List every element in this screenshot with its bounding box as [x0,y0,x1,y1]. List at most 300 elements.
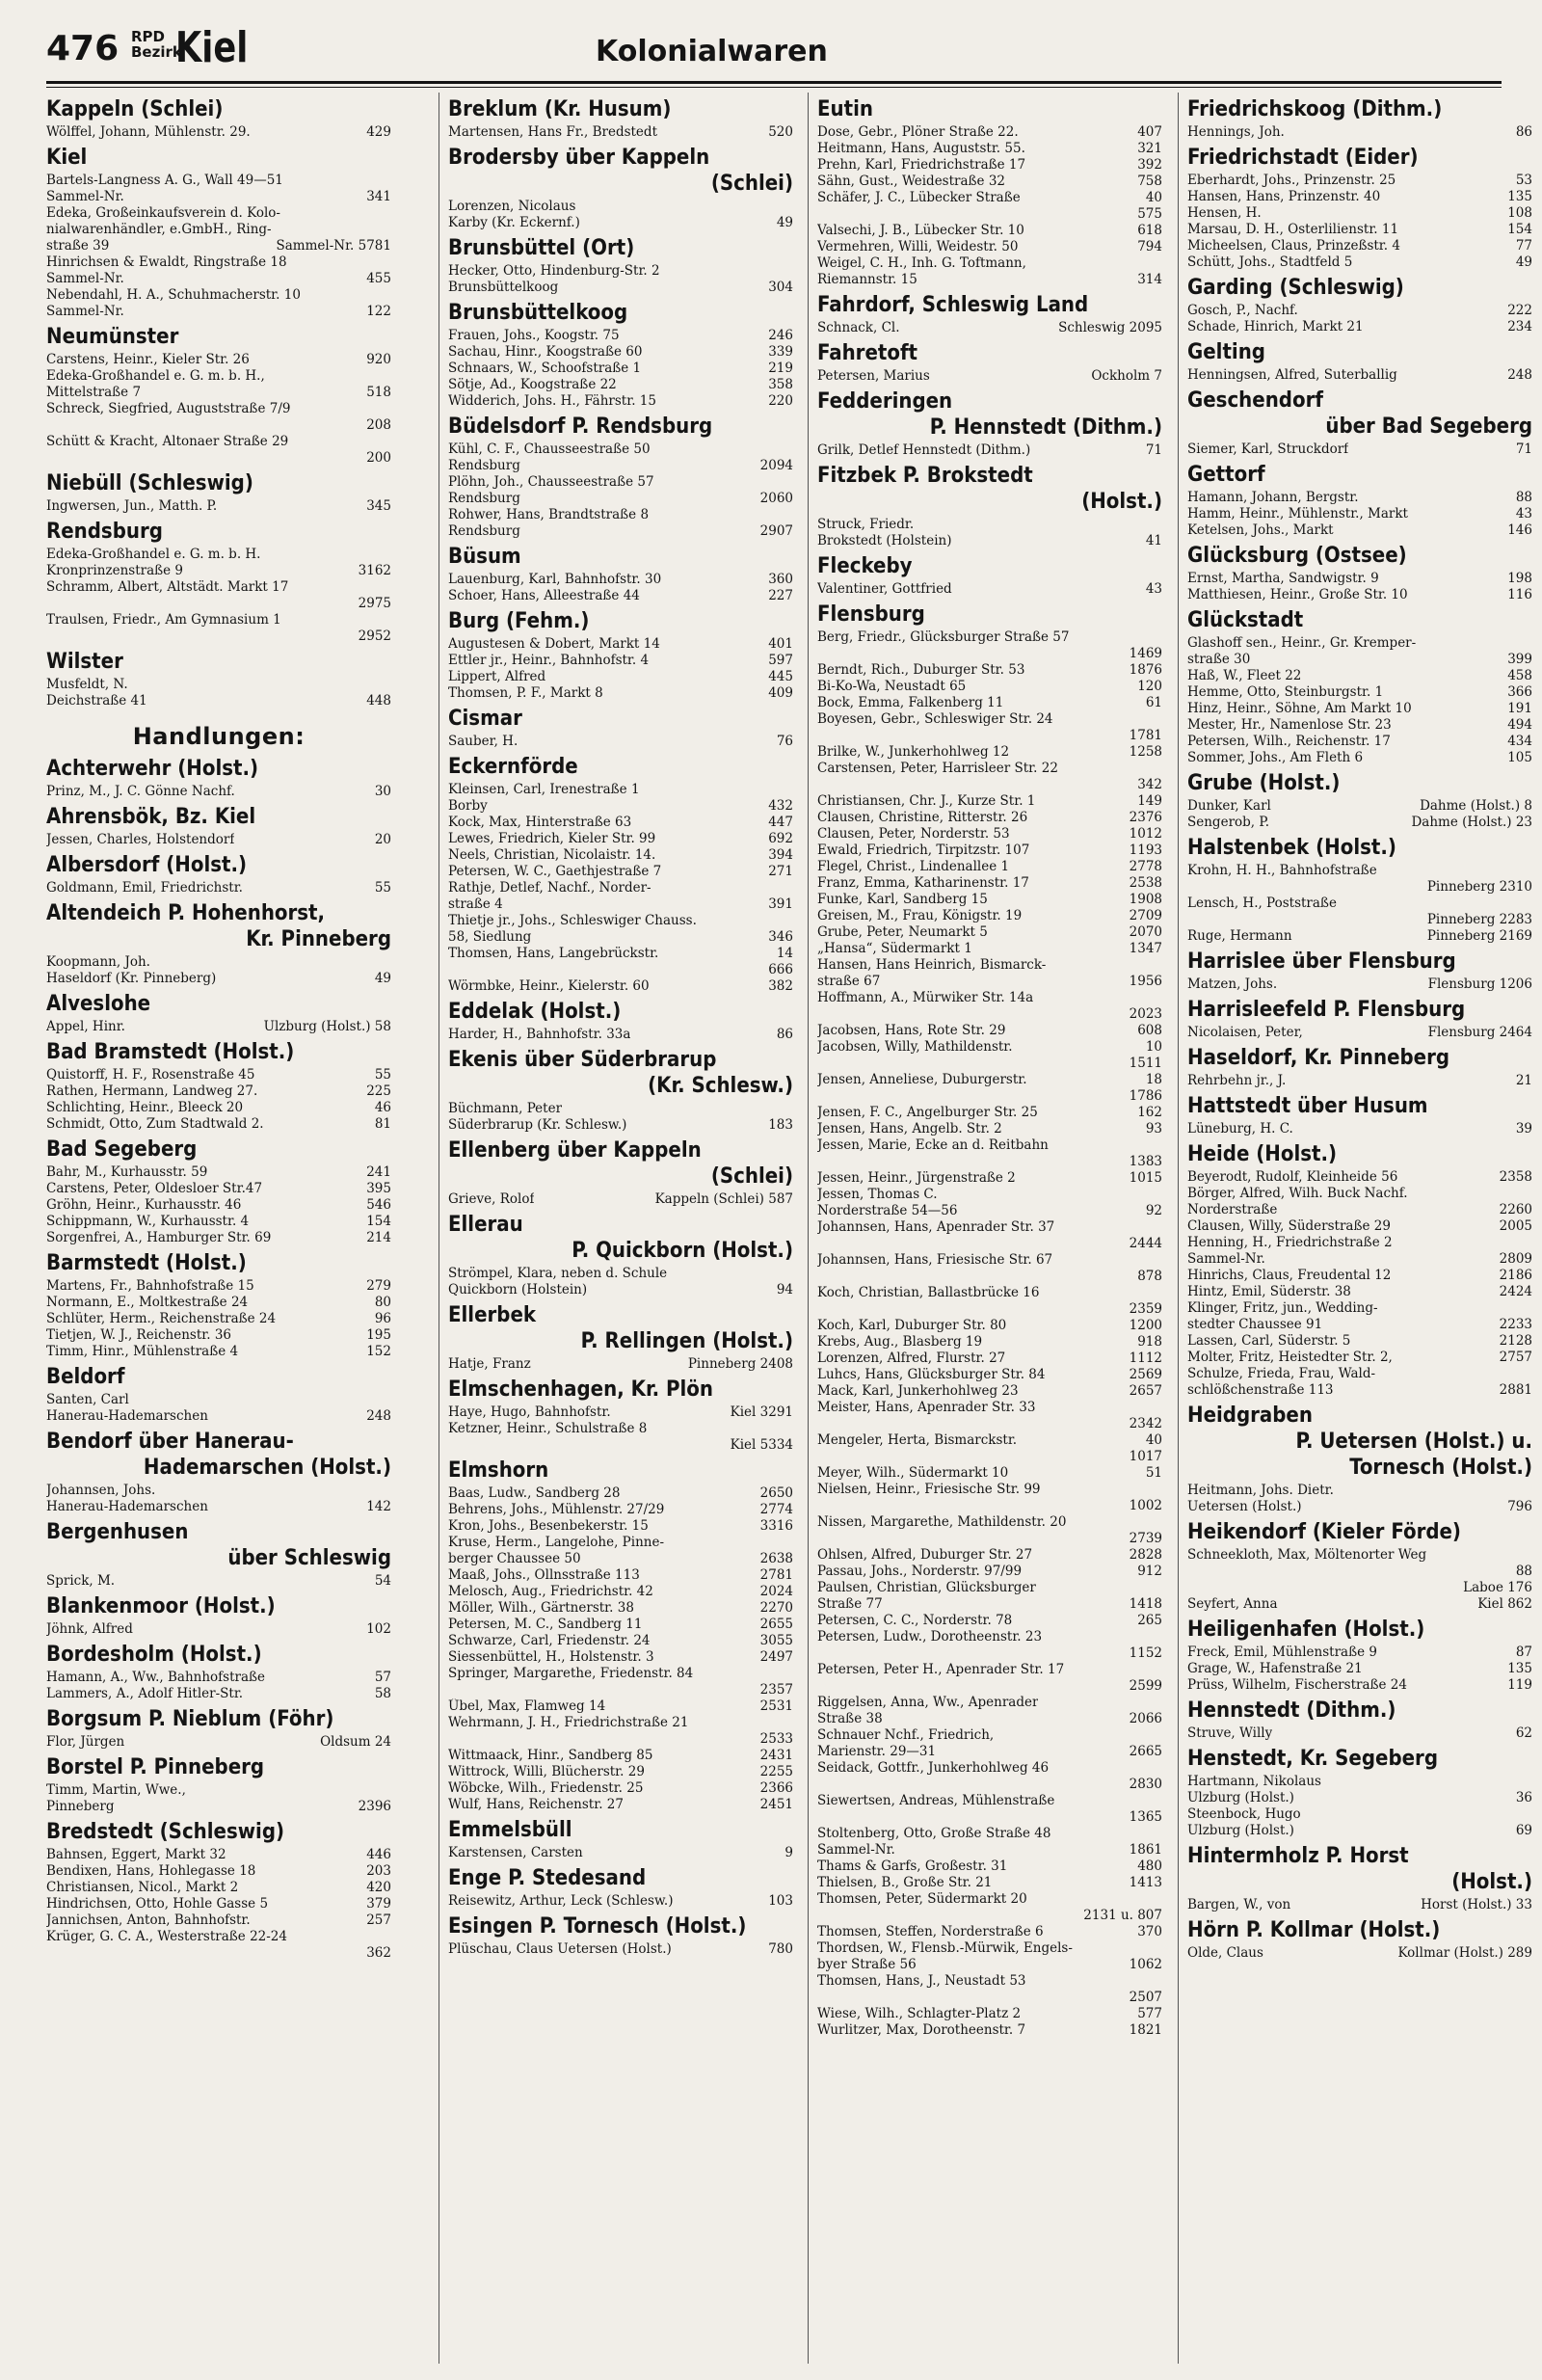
listing-name: Straße 77 [817,1596,883,1612]
listing-entry [1187,1073,1532,1089]
listing-entry [1187,1333,1532,1350]
place-heading: Fitzbek P. Brokstedt [817,464,1033,488]
listing-entry [1187,1483,1532,1499]
place-heading: Friedrichskoog (Dithm.) [1187,97,1443,121]
listing-phone: 53 [1515,173,1532,188]
listing-entry [1187,319,1532,335]
listing-entry [817,1498,1162,1514]
listing-entry [817,2022,1162,2039]
listing-phone: 480 [1137,1859,1162,1874]
listing-entry [46,498,391,515]
listing-name: Ulzburg (Holst.) [1187,1823,1294,1838]
listing-phone: 382 [768,978,793,994]
place-heading: Hennstedt (Dithm.) [1187,1698,1396,1723]
listing-phone: 1956 [1129,974,1162,989]
place-heading: Altendeich P. Hohenhorst, [46,901,326,925]
place-heading: Eddelak (Holst.) [448,1000,622,1024]
listing-name: Thomsen, P. F., Markt 8 [448,685,603,701]
listing-phone: 597 [768,653,793,668]
listing-phone: 1908 [1129,892,1162,907]
place-heading: Elmshorn [448,1458,549,1483]
listing-phone: 577 [1137,2006,1162,2021]
listing-entry [46,563,391,579]
listing-entry [46,954,391,971]
listing-name: Boyesen, Gebr., Schleswiger Str. 24 [817,711,1053,727]
listing-entry [817,810,1162,826]
listing-entry [46,1686,391,1702]
listing-phone: 183 [768,1117,793,1133]
listing-name [448,1437,452,1454]
place-heading: Fahrdorf, Schleswig Land [817,293,1089,317]
listing-entry [46,1278,391,1295]
listing-name: Johannsen, Johs. [46,1483,156,1498]
listing-name: Steenbock, Hugo [1187,1806,1301,1822]
listing-entry [46,1499,391,1515]
section-title: Kolonialwaren [596,35,828,68]
listing-entry [817,974,1162,990]
place-subheading: (Schlei) [710,1164,793,1189]
place-subheading: (Schlei) [710,172,793,196]
listing-entry [448,685,793,702]
listing-entry [448,1535,793,1551]
listing-name: Wittmaack, Hinr., Sandberg 85 [448,1748,653,1763]
listing-entry [1187,798,1532,815]
listing-phone: 69 [1515,1823,1532,1838]
listing-phone: 432 [768,798,793,814]
listing-phone: Kiel 3291 [730,1404,793,1420]
listing-phone: 57 [374,1670,391,1685]
listing-entry [1187,1186,1532,1202]
place-subheading: Tornesch (Holst.) [1349,1456,1532,1480]
listing-entry [817,1367,1162,1383]
listing-entry [46,971,391,987]
listing-name: Hintz, Emil, Süderstr. 38 [1187,1284,1351,1299]
listing-phone: 154 [1507,222,1532,237]
listing-name [817,1645,821,1662]
listing-phone: 1821 [1129,2022,1162,2038]
listing-entry [817,1023,1162,1039]
listing-entry [817,1039,1162,1056]
listing-name: Mengeler, Herta, Bismarckstr. [817,1432,1018,1448]
listing-entry [1187,1774,1532,1790]
listing-name: Jöhnk, Alfred [46,1621,133,1637]
listing-name: Schlichting, Heinr., Bleeck 20 [46,1100,244,1115]
listing-entry [448,798,793,815]
listing-name: Ulzburg (Holst.) [1187,1790,1294,1805]
listing-phone: 96 [374,1311,391,1326]
listing-name: Hartmann, Nikolaus [1187,1774,1321,1789]
listing-entry [448,1518,793,1535]
place-heading: Albersdorf (Holst.) [46,853,248,877]
listing-name [817,1056,821,1072]
listing-entry [817,517,1162,533]
listing-name: Glashoff sen., Heinr., Gr. Kremper- [1187,635,1417,651]
listing-name: Dose, Gebr., Plöner Straße 22. [817,124,1019,140]
listing-entry [448,523,793,540]
listing-phone: 102 [366,1621,391,1637]
listing-entry [46,693,391,709]
listing-name [817,1269,821,1285]
listing-name: Strömpel, Klara, neben d. Schule [448,1266,668,1281]
listing-name: Melosch, Aug., Friedrichstr. 42 [448,1584,653,1599]
listing-entry [46,784,391,800]
listing-entry [817,1908,1162,1924]
place-heading: Fleckeby [817,554,913,578]
listing-name: Clausen, Willy, Süderstraße 29 [1187,1218,1391,1234]
listing-name: Jacobsen, Hans, Rote Str. 29 [817,1023,1006,1038]
listing-entry [1187,205,1532,222]
listing-name [1187,1564,1191,1580]
listing-phone: 2809 [1499,1251,1532,1267]
listing-phone: 86 [1515,124,1532,140]
listing-entry [817,1760,1162,1777]
listing-name: Tietjen, W. J., Reichenstr. 36 [46,1327,232,1343]
listing-entry [817,1629,1162,1645]
listing-phone: 346 [768,929,793,945]
listing-name: Kühl, C. F., Chausseestraße 50 [448,441,651,457]
listing-name: Jessen, Marie, Ecke an d. Reitbahn [817,1137,1049,1153]
listing-entry [448,1698,793,1715]
listing-entry [817,1727,1162,1744]
listing-name: Santen, Carl [46,1392,129,1407]
listing-name: Goldmann, Emil, Friedrichstr. [46,880,243,896]
place-subheading: (Kr. Schlesw.) [648,1074,793,1098]
listing-entry [448,1797,793,1813]
listing-phone: 203 [366,1863,391,1879]
listing-name: Ruge, Hermann [1187,928,1292,944]
listing-phone: 434 [1507,734,1532,749]
listing-entry [817,646,1162,662]
listing-name: Ewald, Friedrich, Tirpitzstr. 107 [817,842,1030,858]
listing-phone: 219 [768,361,793,376]
listing-phone: 391 [768,896,793,912]
listing-name: Sähn, Gust., Weidestraße 32 [817,174,1006,189]
listing-entry [46,1483,391,1499]
listing-phone: 58 [374,1686,391,1701]
listing-phone: 2709 [1129,908,1162,923]
place-heading: Grube (Holst.) [1187,771,1341,795]
listing-name: Passau, Johs., Norderstr. 97/99 [817,1564,1023,1579]
listing-entry [46,1896,391,1912]
listing-entry [1187,1350,1532,1366]
listing-name: Hinz, Heinr., Söhne, Am Markt 10 [1187,701,1412,716]
listing-phone: Laboe 176 [1463,1580,1532,1595]
listing-phone: 43 [1515,506,1532,521]
listing-entry [817,157,1162,174]
listing-phone: 342 [1137,777,1162,792]
listing-phone: 94 [776,1282,793,1297]
listing-entry [817,1596,1162,1613]
listing-entry [448,1633,793,1649]
listing-entry [817,1744,1162,1760]
listing-name: Gosch, P., Nachf. [1187,303,1298,318]
listing-entry [448,1356,793,1373]
listing-entry [1187,1121,1532,1137]
listing-entry [817,255,1162,272]
listing-phone: 2975 [358,596,391,611]
listing-name: Beyerodt, Rudolf, Kleinheide 56 [1187,1169,1398,1185]
listing-name: Haß, W., Fleet 22 [1187,668,1302,683]
listing-name: Prüss, Wilhelm, Fischerstraße 24 [1187,1677,1407,1693]
listing-entry [1187,1547,1532,1564]
listing-phone: 40 [1145,190,1162,205]
listing-entry [46,1945,391,1962]
listing-name: Klinger, Fritz, jun., Wedding- [1187,1300,1378,1316]
listing-entry [1187,1317,1532,1333]
listing-name: Bock, Emma, Falkenberg 11 [817,695,1004,710]
listing-name: Matzen, Johs. [1187,976,1278,992]
listing-phone: Kappeln (Schlei) 587 [654,1191,793,1207]
listing-name: Edeka-Großhandel e. G. m. b. H., [46,368,265,384]
listing-phone: 546 [366,1197,391,1213]
listing-entry [1187,1596,1532,1613]
listing-name [817,1777,821,1793]
listing-name: Hindrichsen, Otto, Hohle Gasse 5 [46,1896,269,1912]
place-heading: Brunsbüttelkoog [448,301,628,325]
listing-phone: 200 [366,450,391,466]
listing-name: Kock, Max, Hinterstraße 63 [448,815,632,830]
place-heading: Fedderingen [817,389,953,414]
listing-name: Luhcs, Hans, Glücksburger Str. 84 [817,1367,1046,1382]
listing-name [448,962,452,978]
listing-phone: 2186 [1499,1268,1532,1283]
listing-name: Behrens, Johs., Mühlenstr. 27/29 [448,1502,665,1517]
listing-entry [1187,254,1532,271]
listing-name: Rehrbehn jr., J. [1187,1073,1287,1088]
listing-phone: 2569 [1129,1367,1162,1382]
listing-entry [46,1392,391,1408]
listing-name: Olde, Claus [1187,1945,1263,1961]
listing-phone: 14 [776,946,793,961]
listing-name [817,1416,821,1432]
listing-phone: Sammel-Nr. 5781 [276,238,391,254]
listing-name: Koch, Karl, Duburger Str. 80 [817,1318,1007,1333]
listing-entry [817,662,1162,679]
listing-name: Martens, Fr., Bahnhofstraße 15 [46,1278,254,1294]
listing-entry [448,215,793,231]
listing-phone: Ockholm 7 [1091,368,1162,384]
listing-entry [817,842,1162,859]
listing-name: Johannsen, Hans, Apenrader Str. 37 [817,1219,1055,1235]
listing-entry [46,1782,391,1799]
listing-entry [817,1777,1162,1793]
listing-name: Meyer, Wilh., Südermarkt 10 [817,1465,1009,1481]
place-subheading: (Holst.) [1451,1870,1532,1894]
listing-entry [817,744,1162,761]
listing-name: Jacobsen, Willy, Mathildenstr. [817,1039,1013,1055]
listing-name: Carstensen, Peter, Harrisleer Str. 22 [817,761,1058,776]
listing-entry [1187,701,1532,717]
listing-entry [46,1067,391,1083]
listing-name: Matthiesen, Heinr., Große Str. 10 [1187,587,1408,602]
listing-name: Valentiner, Gottfried [817,581,952,597]
listing-phone: 2128 [1499,1333,1532,1349]
listing-name: Hensen, H. [1187,205,1262,221]
listing-phone: 1193 [1129,842,1162,858]
listing-name: Sammel-Nr. [46,271,124,286]
listing-phone: 2260 [1499,1202,1532,1217]
listing-name [46,417,50,434]
listing-phone: 446 [366,1847,391,1862]
listing-phone: 339 [768,344,793,360]
listing-name: Martensen, Hans Fr., Bredstedt [448,124,657,140]
listing-name: Jensen, Hans, Angelb. Str. 2 [817,1121,1002,1137]
listing-phone: 1002 [1129,1498,1162,1513]
listing-entry [817,1416,1162,1432]
listing-name: Grilk, Detlef Hennstedt (Dithm.) [817,442,1031,458]
listing-entry [46,1847,391,1863]
listing-name: Mester, Hr., Namenlose Str. 23 [1187,717,1392,733]
listing-entry [46,1116,391,1133]
listing-entry [817,826,1162,842]
listing-phone: 71 [1145,442,1162,458]
listing-entry [46,254,391,271]
listing-entry [817,581,1162,598]
listing-entry [817,1006,1162,1023]
listing-phone: 1365 [1129,1809,1162,1825]
listing-name: Wehrmann, J. H., Friedrichstraße 21 [448,1715,689,1730]
listing-name: Hemme, Otto, Steinburgstr. 1 [1187,684,1384,700]
listing-phone: 1062 [1129,1957,1162,1972]
listing-entry [817,124,1162,141]
listing-phone: 608 [1137,1023,1162,1038]
listing-phone: 445 [768,669,793,684]
listing-name: Nissen, Margarethe, Mathildenstr. 20 [817,1514,1067,1530]
listing-entry [1187,1661,1532,1677]
place-heading: Eutin [817,97,873,121]
listing-phone: 1469 [1129,646,1162,661]
listing-entry [817,1940,1162,1957]
listing-phone: 9 [784,1845,793,1860]
listing-entry [46,1327,391,1344]
listing-phone: 2270 [759,1600,793,1616]
listing-phone: 2778 [1129,859,1162,874]
listing-entry [1187,1945,1532,1962]
listing-entry [1187,1218,1532,1235]
listing-phone: 366 [1507,684,1532,700]
listing-entry [817,990,1162,1006]
listing-phone: 2538 [1129,875,1162,891]
listing-name: Bahr, M., Kurhausstr. 59 [46,1164,208,1180]
listing-entry [1187,587,1532,603]
place-heading: Rendsburg [46,520,163,544]
listing-name: Plöhn, Joh., Chausseestraße 57 [448,474,654,490]
listing-name: Jessen, Thomas C. [817,1187,938,1202]
listing-phone: 407 [1137,124,1162,140]
listing-phone: 208 [366,417,391,433]
listing-phone: Flensburg 1206 [1427,976,1532,992]
place-heading: Bendorf über Hanerau- [46,1430,294,1454]
listing-phone: 448 [366,693,391,709]
place-heading: Harrisleefeld P. Flensburg [1187,998,1466,1022]
place-heading: Bad Segeberg [46,1137,198,1162]
listing-entry [46,304,391,320]
listing-entry [817,679,1162,695]
listing-name: straße 4 [448,896,503,912]
listing-name: Hamann, A., Ww., Bahnhofstraße [46,1670,266,1685]
listing-phone: Kiel 862 [1477,1596,1532,1612]
listing-entry [817,239,1162,255]
place-heading: Cismar [448,707,522,731]
listing-entry [448,377,793,393]
listing-name: Norderstraße [1187,1202,1278,1217]
listing-entry [817,1400,1162,1416]
listing-phone: Pinneberg 2283 [1426,912,1532,927]
listing-name: Thomsen, Peter, Südermarkt 20 [817,1891,1027,1907]
listing-entry [817,1580,1162,1596]
listing-entry [817,1695,1162,1711]
listing-entry [1187,879,1532,896]
listing-phone: 154 [366,1214,391,1229]
listing-entry [46,434,391,450]
listing-entry [817,1645,1162,1662]
listing-phone: 2665 [1129,1744,1162,1759]
listing-entry [46,1344,391,1360]
place-heading: Glücksburg (Ostsee) [1187,544,1407,568]
place-heading: Barmstedt (Holst.) [46,1251,247,1275]
listing-name: Ketelsen, Johs., Markt [1187,522,1334,538]
listing-name: Krüger, G. C. A., Westerstraße 22-24 [46,1929,287,1944]
listing-phone: 62 [1515,1725,1532,1741]
listing-entry [1187,1284,1532,1300]
listing-name: Weigel, C. H., Inh. G. Toftmann, [817,255,1026,271]
listing-phone: 399 [1507,652,1532,667]
listing-entry [1187,912,1532,928]
listing-entry [46,189,391,205]
listing-name: Wölffel, Johann, Mühlenstr. 29. [46,124,251,140]
listing-name: Baas, Ludw., Sandberg 28 [448,1485,621,1501]
listing-name: Normann, E., Moltkestraße 24 [46,1295,249,1310]
listing-phone: 152 [366,1344,391,1359]
listing-name: Schreck, Siegfried, Auguststraße 7/9 [46,401,291,416]
listing-entry [1187,1580,1532,1596]
listing-entry [817,1891,1162,1908]
listing-entry [1187,1025,1532,1041]
listing-name: Hanerau-Hademarschen [46,1408,208,1424]
listing-entry [817,1301,1162,1318]
listing-entry [1187,238,1532,254]
listing-phone: 225 [366,1083,391,1099]
listing-name: Mittelstraße 7 [46,385,142,400]
place-heading: Ekenis über Süderbrarup [448,1048,717,1072]
listing-entry [46,832,391,848]
listing-phone: 2599 [1129,1678,1162,1694]
listing-phone: 395 [366,1181,391,1196]
listing-name: Ketzner, Heinr., Schulstraße 8 [448,1421,648,1436]
listing-entry [46,222,391,238]
listing-name: Stoltenberg, Otto, Große Straße 48 [817,1826,1051,1841]
place-heading: Brodersby über Kappeln [448,146,710,170]
listing-name: Börger, Alfred, Wilh. Buck Nachf. [1187,1186,1408,1201]
listing-name: Schneekloth, Max, Möltenorter Weg [1187,1547,1427,1563]
listing-entry [817,1432,1162,1449]
listing-phone: 2531 [759,1698,793,1714]
listing-entry [1187,1235,1532,1251]
listing-entry [448,124,793,141]
listing-entry [448,1191,793,1208]
listing-entry [1187,668,1532,684]
listing-entry [1187,1897,1532,1913]
listing-phone: 458 [1507,668,1532,683]
listing-phone: 41 [1145,533,1162,548]
listing-phone: 2060 [759,491,793,506]
listing-entry [46,173,391,189]
listing-phone: 119 [1507,1677,1532,1693]
listing-entry [1187,1268,1532,1284]
listing-name: Hennings, Joh. [1187,124,1285,140]
listing-entry [817,728,1162,744]
place-subheading: Hademarschen (Holst.) [143,1456,391,1480]
